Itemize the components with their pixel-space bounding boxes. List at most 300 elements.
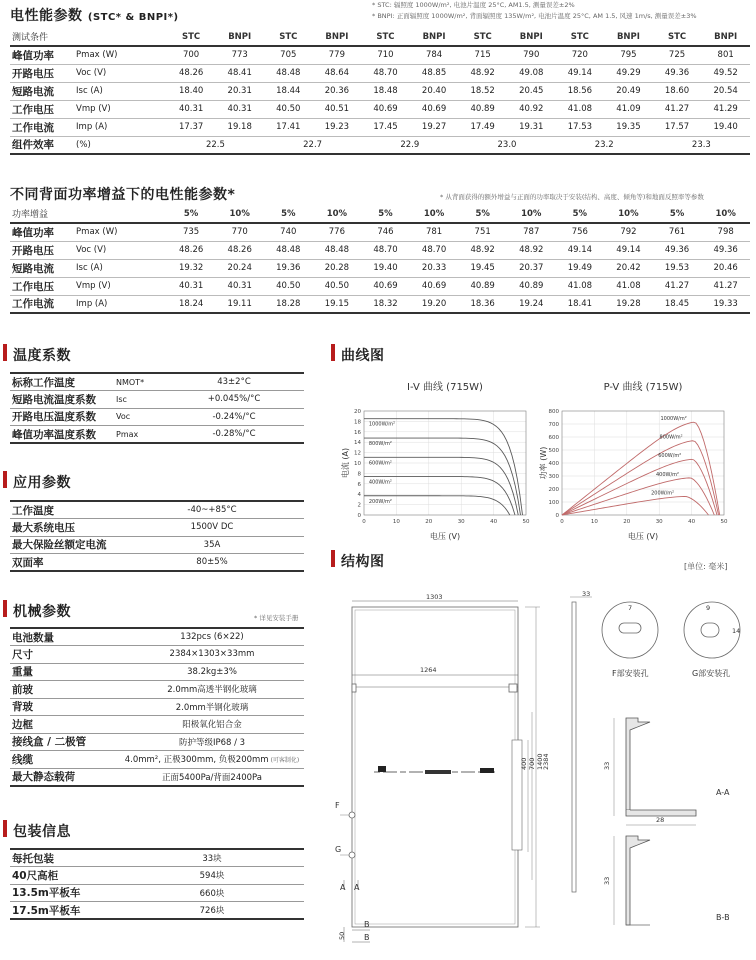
table-row — [10, 501, 304, 519]
row-symbol: Voc (V) — [76, 245, 107, 255]
row-label: 短路电流温度系数 — [12, 393, 96, 406]
value-cell: 19.15 — [324, 298, 350, 309]
efficiency-cell: 22.9 — [400, 139, 420, 150]
value-cell: 20.31 — [227, 86, 252, 96]
y-tick-label: 6 — [357, 481, 361, 488]
y-tick-label: 300 — [548, 474, 559, 480]
header-row — [10, 205, 750, 223]
x-axis-label: 电压 (V) — [429, 532, 461, 541]
gain-note: * 从背面获得的额外增益与正面的功率取决于安装(结构、高度、倾角等)和地面反照率等参数 — [440, 193, 704, 201]
pv-chart — [532, 378, 750, 544]
y-tick-label: 600 — [548, 435, 559, 441]
structure-drawing — [330, 590, 756, 956]
row-symbol: Isc — [116, 394, 127, 404]
value-cell: 40.51 — [324, 104, 350, 114]
value-cell: 18.56 — [567, 86, 593, 96]
value-cell: 40.31 — [178, 104, 204, 114]
value-cell: 17.49 — [470, 122, 495, 132]
table-row — [10, 681, 304, 699]
value-cell: 20.42 — [616, 263, 641, 273]
value-cell: 48.85 — [421, 68, 447, 78]
row-label: 前玻 — [12, 683, 33, 696]
dim-thickness: 33 — [582, 590, 591, 598]
temp-table — [10, 372, 304, 444]
value-text: 防护等级IP68 / 3 — [178, 737, 246, 748]
value-cell: 40.69 — [373, 281, 398, 291]
value-cell: 19.45 — [470, 263, 495, 273]
value-cell: 787 — [523, 227, 540, 238]
row-label: 最大系统电压 — [12, 521, 75, 534]
value-cell: 770 — [231, 227, 248, 238]
table-row — [10, 628, 304, 646]
value-cell: 18.60 — [664, 86, 690, 96]
value-cell: 740 — [280, 227, 297, 238]
value-cell: 19.40 — [373, 263, 398, 273]
efficiency-cell: 23.2 — [594, 139, 614, 150]
pack-title: 包装信息 — [13, 824, 71, 840]
value-cell: 19.27 — [421, 122, 447, 132]
value-cell: 48.64 — [324, 68, 350, 78]
row-value — [120, 733, 304, 751]
label-aa: A-A — [716, 788, 730, 797]
value-cell: 17.41 — [276, 122, 301, 132]
row-label: 边框 — [12, 718, 33, 731]
temp-title: 温度系数 — [13, 348, 71, 364]
value-cell: 18.24 — [178, 298, 204, 309]
table-row — [10, 64, 750, 82]
dim-height: 2384 — [542, 753, 550, 770]
header-cell: BNPI — [422, 31, 446, 42]
value-cell: 17.53 — [567, 122, 593, 132]
row-symbol: Imp (A) — [76, 122, 108, 132]
value-text: 阳极氧化铝合金 — [182, 720, 242, 731]
app-accent-bar — [3, 471, 7, 488]
table-row — [10, 223, 750, 241]
value-cell: 735 — [182, 227, 200, 238]
value-cell: 48.92 — [470, 245, 495, 255]
header-cell: 10% — [618, 208, 639, 219]
value-cell: 751 — [474, 227, 491, 238]
value-text: 726块 — [199, 906, 225, 916]
x-tick-label: 40 — [688, 519, 696, 525]
row-value — [120, 501, 304, 519]
series-label: 1000W/m² — [368, 421, 396, 428]
value-text: -0.28%/°C — [212, 429, 256, 439]
table-row — [10, 426, 304, 444]
row-label: 每托包装 — [12, 852, 54, 865]
mech-title: 机械参数 — [13, 604, 71, 620]
temp-accent-bar — [3, 344, 7, 361]
row-label: 尺寸 — [12, 648, 33, 661]
header-cell: STC — [667, 31, 687, 42]
table-row — [10, 259, 750, 277]
value-text: 2384×1303×33mm — [169, 649, 255, 660]
value-cell: 49.14 — [567, 68, 593, 78]
value-cell: 19.24 — [519, 298, 544, 309]
y-tick-label: 500 — [548, 448, 559, 454]
x-axis-label: 电压 (V) — [627, 532, 659, 541]
value-cell: 19.28 — [616, 298, 641, 309]
row-label: 背玻 — [12, 701, 33, 714]
table-row — [10, 867, 304, 885]
row-label: 40尺高柜 — [12, 869, 59, 882]
dim-f7: 7 — [628, 604, 633, 612]
app-title: 应用参数 — [13, 475, 71, 491]
row-symbol: Vmp (V) — [76, 104, 111, 114]
value-cell: 19.20 — [421, 298, 447, 309]
row-label: 双面率 — [12, 556, 44, 569]
value-cell: 40.31 — [227, 104, 252, 114]
value-cell: 19.31 — [519, 122, 544, 132]
row-value — [120, 554, 304, 572]
x-tick-label: 30 — [655, 519, 663, 525]
mech-table — [10, 627, 304, 787]
value-cell: 18.28 — [276, 298, 301, 309]
table-row — [10, 554, 304, 572]
row-symbol: Pmax — [116, 429, 139, 439]
value-cell: 17.57 — [664, 122, 690, 132]
table-row — [10, 373, 304, 391]
row-symbol: Pmax (W) — [76, 50, 118, 61]
row-label: 电池数量 — [12, 631, 54, 644]
header-cell: 5% — [183, 208, 199, 219]
header-cell: BNPI — [616, 31, 640, 42]
row-label: 标称工作温度 — [12, 376, 75, 389]
y-tick-label: 12 — [354, 450, 361, 457]
value-cell: 40.31 — [227, 281, 252, 291]
value-cell: 40.89 — [519, 281, 544, 291]
row-value — [120, 867, 304, 885]
series-label: 1000W/m² — [660, 416, 687, 423]
table-row — [10, 902, 304, 920]
row-symbol: Isc (A) — [76, 86, 103, 96]
value-cell: 48.70 — [373, 245, 398, 255]
value-cell: 18.45 — [664, 298, 690, 309]
y-tick-label: 200 — [548, 487, 559, 493]
value-cell: 40.89 — [470, 104, 495, 114]
row-label: 峰值功率温度系数 — [12, 428, 96, 441]
value-cell: 49.14 — [616, 245, 641, 255]
y-tick-label: 10 — [354, 461, 361, 467]
dim-inner-width: 1264 — [420, 666, 437, 674]
value-cell: 41.27 — [664, 104, 690, 114]
value-cell: 790 — [523, 50, 540, 61]
x-tick-label: 10 — [392, 519, 400, 525]
value-cell: 19.53 — [664, 263, 690, 273]
value-cell: 48.48 — [276, 245, 301, 255]
efficiency-cell: 22.5 — [205, 139, 225, 150]
table-row — [10, 751, 304, 769]
series-label: 200W/m² — [651, 490, 675, 497]
table-row — [10, 698, 304, 716]
gain-table — [10, 205, 750, 314]
value-cell: 40.69 — [421, 104, 447, 114]
row-symbol: Voc (V) — [76, 68, 107, 78]
value-cell: 792 — [620, 227, 637, 238]
row-label: 峰值功率 — [12, 49, 54, 62]
value-cell: 17.45 — [373, 122, 398, 132]
label-a2: A — [354, 883, 360, 892]
y-tick-label: 2 — [357, 502, 361, 509]
value-cell: 773 — [231, 50, 248, 61]
header-cell — [74, 28, 167, 46]
value-text: -40~+85°C — [187, 505, 237, 515]
row-label: 工作电压 — [12, 280, 54, 293]
header-cell: 5% — [475, 208, 490, 219]
series-label: 800W/m² — [368, 441, 392, 448]
header-cell: 10% — [715, 208, 736, 219]
value-cell: 20.54 — [713, 86, 738, 96]
header-cell: STC — [182, 31, 201, 42]
table-row — [10, 277, 750, 295]
value-cell: 715 — [474, 50, 491, 61]
value-text: 1500V DC — [190, 522, 234, 533]
value-cell: 746 — [377, 227, 394, 238]
value-cell: 48.26 — [178, 68, 204, 78]
dim-1400: 1400 — [536, 753, 544, 770]
dim-aa33: 33 — [603, 761, 611, 770]
row-symbol: (%) — [76, 139, 91, 150]
pack-accent-bar — [3, 820, 7, 837]
value-cell: 48.48 — [324, 245, 350, 255]
value-cell: 720 — [571, 50, 588, 61]
row-label: 开路电压 — [12, 67, 54, 80]
efficiency-row — [10, 136, 750, 154]
header-cell: 功率增益 — [12, 210, 49, 220]
y-tick-label: 14 — [354, 440, 361, 447]
header-cell: BNPI — [519, 31, 543, 42]
value-cell: 776 — [328, 227, 345, 238]
header-cell: STC — [376, 31, 395, 42]
row-value — [120, 681, 304, 699]
label-bb: B-B — [716, 913, 730, 922]
value-text: 2.0mm半钢化玻璃 — [175, 702, 249, 713]
y-tick-label: 100 — [548, 500, 559, 506]
header-cell: 5% — [378, 208, 393, 219]
struct-accent-bar — [331, 550, 335, 567]
y-tick-label: 400 — [548, 461, 559, 467]
dim-bb33: 33 — [603, 876, 611, 885]
label-a1: A — [340, 883, 346, 892]
header-cell: STC — [473, 31, 492, 42]
x-tick-label: 0 — [560, 519, 564, 525]
row-label: 组件效率 — [12, 139, 54, 152]
elec-table — [10, 28, 750, 155]
y-tick-label: 700 — [548, 422, 559, 428]
dim-400: 400 — [520, 757, 528, 770]
row-value — [120, 698, 304, 716]
value-cell: 18.36 — [470, 298, 495, 309]
value-cell: 19.11 — [227, 298, 252, 309]
table-row — [10, 884, 304, 902]
value-cell: 40.69 — [373, 104, 398, 114]
table-row — [10, 519, 304, 537]
efficiency-cell: 23.3 — [691, 139, 711, 150]
row-value — [120, 519, 304, 537]
value-cell: 41.08 — [567, 104, 593, 114]
header-cell: 10% — [229, 208, 250, 219]
value-cell: 49.52 — [713, 68, 738, 78]
header-cell: 5% — [572, 208, 588, 219]
x-tick-label: 20 — [425, 519, 433, 525]
struct-unit: [单位: 毫米] — [684, 562, 728, 571]
row-symbol: Pmax (W) — [76, 227, 118, 238]
value-note: (可客制化) — [270, 757, 300, 765]
elec-note-1: * STC: 辐照度 1000W/m², 电池片温度 25°C, AM1.5, 测量误差±2% — [372, 1, 575, 9]
value-text: 660块 — [199, 888, 225, 899]
value-cell: 48.70 — [421, 245, 447, 255]
value-cell: 19.35 — [616, 122, 641, 132]
row-label: 工作电流 — [12, 298, 54, 311]
table-row — [10, 408, 304, 426]
value-cell: 19.23 — [324, 122, 350, 132]
y-tick-label: 18 — [354, 419, 361, 426]
value-cell: 41.08 — [616, 281, 641, 291]
row-value — [120, 628, 304, 646]
value-text: -0.24%/°C — [212, 411, 256, 422]
row-value — [164, 373, 304, 391]
value-cell: 700 — [182, 50, 200, 61]
row-label: 开路电压 — [12, 244, 54, 257]
y-tick-label: 8 — [357, 471, 361, 478]
chart-title: P-V 曲线 (715W) — [603, 382, 683, 393]
value-text: 4.0mm², 正极300mm, 负极200mm — [124, 755, 269, 766]
header-cell: 10% — [521, 208, 542, 219]
value-cell: 48.92 — [519, 245, 544, 255]
value-cell: 19.32 — [178, 263, 204, 273]
value-cell: 18.40 — [178, 86, 204, 96]
value-cell: 20.36 — [324, 86, 350, 96]
table-row — [10, 100, 750, 118]
value-cell: 20.24 — [227, 263, 252, 273]
header-row — [10, 28, 750, 46]
header-cell: BNPI — [714, 31, 738, 42]
app-table — [10, 500, 304, 572]
row-symbol: NMOT* — [116, 377, 145, 387]
value-cell: 761 — [668, 227, 686, 238]
value-cell: 41.29 — [713, 104, 738, 114]
table-row — [10, 768, 304, 786]
row-label: 工作电压 — [12, 103, 54, 116]
value-cell: 18.41 — [567, 298, 593, 309]
value-cell: 20.33 — [421, 263, 447, 273]
value-cell: 779 — [328, 50, 345, 61]
row-symbol: Imp (A) — [76, 298, 108, 309]
value-cell: 798 — [717, 227, 734, 238]
header-cell: STC — [279, 31, 298, 42]
table-row — [10, 46, 750, 64]
pack-table — [10, 848, 304, 920]
efficiency-cell: 22.7 — [303, 139, 323, 150]
row-value — [164, 391, 304, 409]
series-label: 800W/m² — [659, 434, 683, 441]
value-cell: 48.70 — [373, 68, 398, 78]
value-cell: 40.92 — [519, 104, 544, 114]
header-cell: 5% — [669, 208, 685, 219]
value-cell: 48.26 — [178, 245, 204, 255]
value-cell: 19.33 — [713, 298, 738, 309]
value-cell: 20.28 — [324, 263, 350, 273]
row-label: 短路电流 — [12, 85, 54, 98]
header-cell: 10% — [423, 208, 445, 219]
value-cell: 40.50 — [276, 281, 301, 291]
value-text: 2.0mm高透半钢化玻璃 — [167, 685, 257, 696]
value-cell: 20.40 — [421, 86, 447, 96]
header-cell: BNPI — [228, 31, 252, 42]
row-label: 17.5m平板车 — [12, 904, 81, 917]
value-cell: 19.18 — [227, 122, 252, 132]
row-value — [120, 536, 304, 554]
value-cell: 19.49 — [567, 263, 593, 273]
row-value — [120, 751, 304, 769]
value-cell: 41.09 — [616, 104, 641, 114]
value-cell: 756 — [571, 227, 588, 238]
row-label: 重量 — [12, 666, 33, 679]
table-row — [10, 663, 304, 681]
value-cell: 781 — [425, 227, 443, 238]
efficiency-cell: 23.0 — [497, 139, 517, 150]
table-row — [10, 849, 304, 867]
value-text: 35A — [203, 539, 221, 550]
label-f-hole: F部安装孔 — [612, 669, 649, 678]
row-label: 工作温度 — [12, 504, 54, 517]
value-cell: 40.31 — [178, 281, 204, 291]
dim-width: 1303 — [426, 593, 443, 601]
value-cell: 18.52 — [470, 86, 495, 96]
x-tick-label: 50 — [522, 519, 530, 525]
elec-note-2: * BNPI: 正面辐照度 1000W/m², 背面辐照度 135W/m², 电池片温度 25°C, AM 1.5, 风速 1m/s, 测量误差±3% — [372, 12, 697, 20]
value-cell: 41.27 — [713, 281, 738, 291]
curves-accent-bar — [331, 344, 335, 361]
row-label: 接线盒 / 二极管 — [12, 736, 87, 749]
table-row — [10, 118, 750, 136]
value-cell: 41.08 — [567, 281, 593, 291]
iv-chart — [336, 378, 536, 544]
label-f: F — [335, 801, 340, 810]
row-value — [120, 768, 304, 786]
series-label: 400W/m² — [368, 479, 392, 486]
value-text: 43±2°C — [217, 377, 251, 387]
value-cell: 40.50 — [276, 104, 301, 114]
row-label: 最大保险丝额定电流 — [12, 539, 107, 552]
value-text: +0.045%/°C — [207, 394, 261, 405]
table-row — [10, 295, 750, 313]
row-symbol: Isc (A) — [76, 263, 103, 273]
header-cell: 10% — [326, 208, 348, 219]
mech-accent-bar — [3, 600, 7, 617]
y-tick-label: 0 — [357, 513, 361, 519]
dim-f9: 9 — [706, 604, 711, 612]
value-cell: 18.48 — [373, 86, 398, 96]
series-label: 600W/m² — [368, 460, 392, 467]
row-label: 13.5m平板车 — [12, 887, 81, 900]
value-cell: 725 — [668, 50, 686, 61]
y-tick-label: 0 — [555, 513, 559, 519]
table-row — [10, 391, 304, 409]
value-text: 正面5400Pa/背面2400Pa — [161, 772, 263, 783]
series-label: 200W/m² — [368, 498, 392, 505]
chart-title: I-V 曲线 (715W) — [407, 382, 483, 393]
row-value — [120, 902, 304, 920]
value-cell: 710 — [377, 50, 394, 61]
x-tick-label: 0 — [362, 519, 366, 525]
header-cell: 5% — [281, 208, 296, 219]
y-axis-label: 功率 (W) — [539, 446, 548, 480]
y-tick-label: 800 — [548, 409, 559, 415]
series-line — [562, 422, 720, 515]
value-cell: 49.36 — [713, 245, 738, 255]
x-tick-label: 10 — [590, 519, 598, 525]
